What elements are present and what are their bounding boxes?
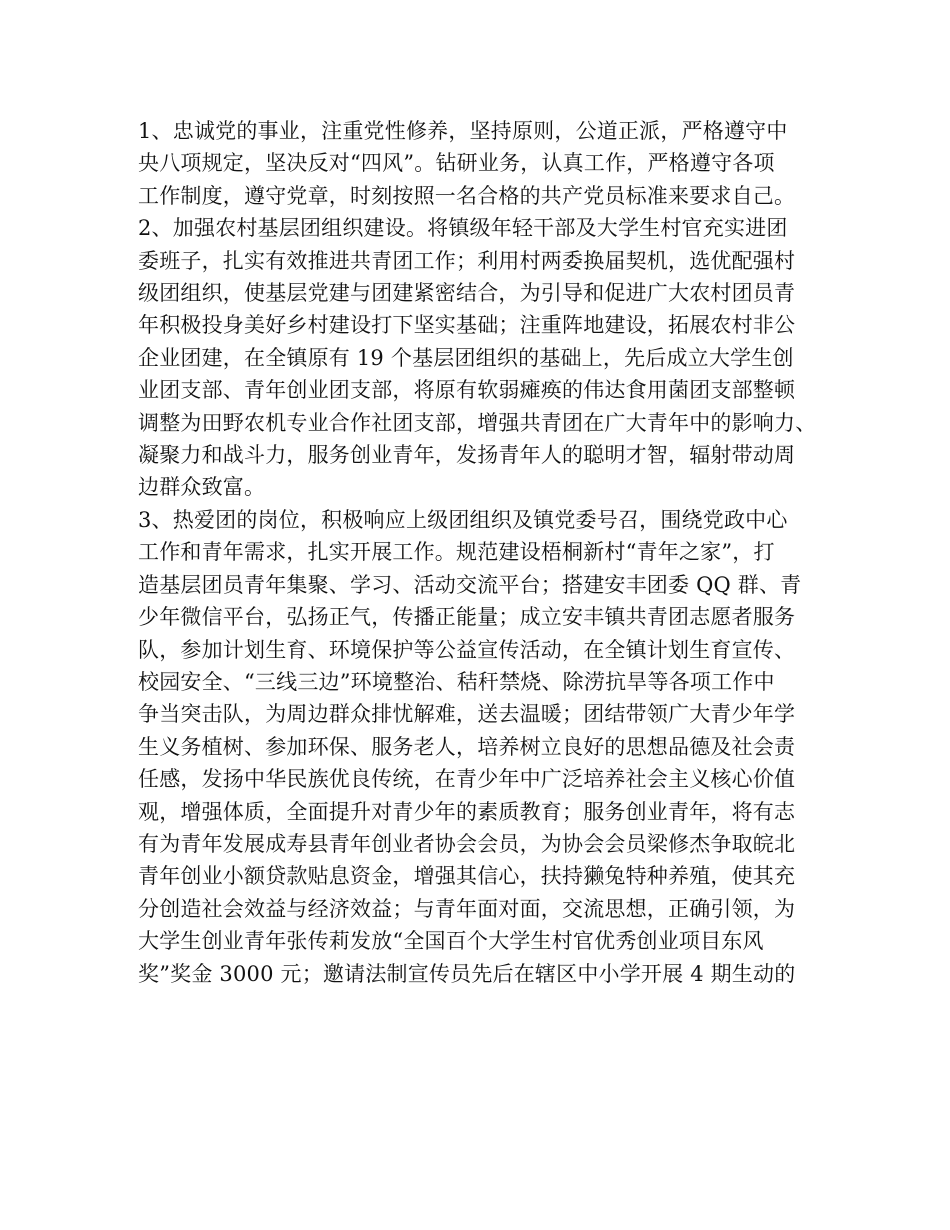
text-line: 边群众致富。 [138,475,266,500]
text-line: 企业团建，在全镇原有 19 个基层团组织的基础上，先后成立大学生创 [138,345,794,370]
text-line: 有为青年发展成寿县青年创业者协会会员，为协会会员梁修杰争取皖北 [138,831,796,856]
text-line: 分创造社会效益与经济效益；与青年面对面，交流思想，正确引领，为 [138,896,796,921]
text-line: 业团支部、青年创业团支部，将原有软弱瘫痪的伟达食用菌团支部整顿 [138,378,796,403]
text-line: 造基层团员青年集聚、学习、活动交流平台；搭建安丰团委 QQ 群、青 [138,572,802,597]
text-line: 观，增强体质，全面提升对青少年的素质教育；服务创业青年，将有志 [138,799,796,824]
text-line: 3、热爱团的岗位，积极响应上级团组织及镇党委号召，围绕党政中心 [138,507,788,532]
text-line: 1、忠诚党的事业，注重党性修养，坚持原则，公道正派，严格遵守中 [138,119,788,143]
text-line: 青年创业小额贷款贴息资金，增强其信心，扶持獭兔特种养殖，使其充 [138,864,796,889]
text-line: 凝聚力和战斗力，服务创业青年，发扬青年人的聪明才智，辐射带动周 [138,443,796,468]
text-line: 工作和青年需求，扎实开展工作。规范建设梧桐新村“青年之家”，打 [138,540,775,565]
text-line: 工作制度，遵守党章，时刻按照一名合格的共产党员标准来要求自己。 [138,183,796,208]
text-line: 年积极投身美好乡村建设打下坚实基础；注重阵地建设，拓展农村非公 [138,313,796,338]
text-line: 任感，发扬中华民族优良传统，在青少年中广泛培养社会主义核心价值 [138,767,796,792]
text-line: 校园安全、“三线三边”环境整治、秸秆禁烧、除涝抗旱等各项工作中 [138,669,775,694]
text-line: 级团组织，使基层党建与团建紧密结合，为引导和促进广大农村团员青 [138,281,796,306]
text-line: 大学生创业青年张传莉发放“全国百个大学生村官优秀创业项目东风 [138,929,764,954]
text-line: 奖”奖金 3000 元；邀请法制宣传员先后在辖区中小学开展 4 期生动的 [138,961,796,986]
text-line: 争当突击队，为周边群众排忧解难，送去温暖；团结带领广大青少年学 [138,702,796,727]
text-line: 2、加强农村基层团组织建设。将镇级年轻干部及大学生村官充实进团 [138,216,788,241]
text-line: 调整为田野农机专业合作社团支部，增强共青团在广大青年中的影响力、 [138,410,817,435]
text-line: 队，参加计划生育、环境保护等公益宣传活动，在全镇计划生育宣传、 [138,637,796,662]
text-line: 央八项规定，坚决反对“四风”。钻研业务，认真工作，严格遵守各项 [138,151,775,176]
text-line: 生义务植树、参加环保、服务老人，培养树立良好的思想品德及社会责 [138,734,796,759]
document-body [138,115,828,990]
text-line: 少年微信平台，弘扬正气，传播正能量；成立安丰镇共青团志愿者服务 [138,605,796,630]
text-line: 委班子，扎实有效推进共青团工作；利用村两委换届契机，选优配强村 [138,248,796,273]
